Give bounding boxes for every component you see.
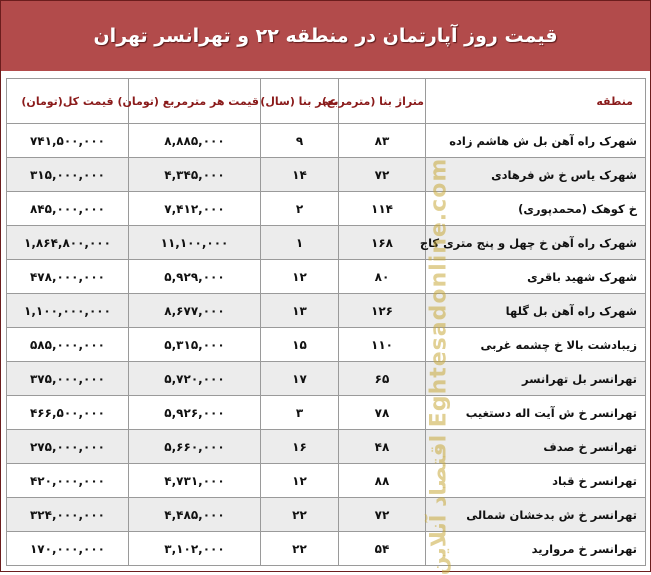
cell-price-per-m2: ۴,۷۳۱,۰۰۰ — [129, 464, 261, 498]
header-area: متراژ بنا (مترمربع) — [339, 79, 426, 124]
cell-age: ۱۲ — [261, 260, 339, 294]
cell-region: تهرانسر خ مروارید — [426, 532, 646, 566]
watermark-text: اقتصاد آنلاین Eghtesadonline.com — [426, 157, 452, 575]
cell-total-price: ۳۷۵,۰۰۰,۰۰۰ — [7, 362, 129, 396]
cell-age: ۲ — [261, 192, 339, 226]
cell-total-price: ۵۸۵,۰۰۰,۰۰۰ — [7, 328, 129, 362]
table-row — [7, 192, 646, 226]
cell-price-per-m2: ۷,۴۱۲,۰۰۰ — [129, 192, 261, 226]
cell-price-per-m2: ۵,۷۲۰,۰۰۰ — [129, 362, 261, 396]
cell-region: زیبادشت بالا خ چشمه غربی — [426, 328, 646, 362]
cell-price-per-m2: ۵,۶۶۰,۰۰۰ — [129, 430, 261, 464]
table-row — [7, 498, 646, 532]
cell-total-price: ۱۷۰,۰۰۰,۰۰۰ — [7, 532, 129, 566]
cell-price-per-m2: ۵,۹۲۹,۰۰۰ — [129, 260, 261, 294]
cell-area: ۴۸ — [339, 430, 426, 464]
cell-region: تهرانسر خ قباد — [426, 464, 646, 498]
cell-total-price: ۸۴۵,۰۰۰,۰۰۰ — [7, 192, 129, 226]
cell-area: ۵۴ — [339, 532, 426, 566]
cell-total-price: ۲۷۵,۰۰۰,۰۰۰ — [7, 430, 129, 464]
cell-region: خ کوهک (محمدپوری) — [426, 192, 646, 226]
cell-region: تهرانسر خ صدف — [426, 430, 646, 464]
cell-age: ۲۲ — [261, 532, 339, 566]
cell-total-price: ۱,۱۰۰,۰۰۰,۰۰۰ — [7, 294, 129, 328]
cell-region: شهرک راه آهن بل ش هاشم زاده — [426, 124, 646, 158]
price-table — [6, 78, 646, 566]
header-price-per-m2: قیمت هر مترمربع (تومان) — [129, 79, 261, 124]
table-row — [7, 226, 646, 260]
title-bar — [1, 1, 650, 71]
cell-area: ۷۲ — [339, 498, 426, 532]
cell-area: ۸۳ — [339, 124, 426, 158]
cell-age: ۱۶ — [261, 430, 339, 464]
cell-age: ۳ — [261, 396, 339, 430]
cell-price-per-m2: ۴,۳۴۵,۰۰۰ — [129, 158, 261, 192]
cell-price-per-m2: ۵,۹۲۶,۰۰۰ — [129, 396, 261, 430]
cell-area: ۶۵ — [339, 362, 426, 396]
cell-area: ۱۱۴ — [339, 192, 426, 226]
cell-price-per-m2: ۴,۴۸۵,۰۰۰ — [129, 498, 261, 532]
table-header-row — [7, 79, 646, 124]
cell-area: ۷۲ — [339, 158, 426, 192]
cell-region: تهرانسر خ ش بدخشان شمالی — [426, 498, 646, 532]
table-body — [7, 124, 646, 566]
table-row — [7, 124, 646, 158]
cell-region: شهرک راه آهن خ چهل و پنج متری کاج — [426, 226, 646, 260]
cell-total-price: ۴۶۶,۵۰۰,۰۰۰ — [7, 396, 129, 430]
cell-total-price: ۳۲۴,۰۰۰,۰۰۰ — [7, 498, 129, 532]
cell-area: ۱۶۸ — [339, 226, 426, 260]
cell-area: ۸۰ — [339, 260, 426, 294]
cell-price-per-m2: ۸,۸۸۵,۰۰۰ — [129, 124, 261, 158]
cell-area: ۷۸ — [339, 396, 426, 430]
cell-total-price: ۳۱۵,۰۰۰,۰۰۰ — [7, 158, 129, 192]
cell-age: ۱۲ — [261, 464, 339, 498]
header-region: منطقه — [426, 79, 646, 124]
cell-region: تهرانسر بل تهرانسر — [426, 362, 646, 396]
cell-age: ۲۲ — [261, 498, 339, 532]
header-total-price: قیمت کل(تومان) — [7, 79, 129, 124]
header-age: عمر بنا (سال) — [261, 79, 339, 124]
page-title: قیمت روز آپارتمان در منطقه ۲۲ و تهرانسر تهران — [93, 25, 558, 47]
table-row — [7, 430, 646, 464]
cell-age: ۹ — [261, 124, 339, 158]
table-row — [7, 260, 646, 294]
cell-price-per-m2: ۸,۶۷۷,۰۰۰ — [129, 294, 261, 328]
cell-area: ۱۲۶ — [339, 294, 426, 328]
cell-age: ۱۳ — [261, 294, 339, 328]
cell-area: ۸۸ — [339, 464, 426, 498]
table-row — [7, 328, 646, 362]
cell-age: ۱۵ — [261, 328, 339, 362]
cell-region: شهرک شهید باقری — [426, 260, 646, 294]
cell-region: شهرک راه آهن بل گلها — [426, 294, 646, 328]
table-row — [7, 464, 646, 498]
cell-age: ۱۷ — [261, 362, 339, 396]
cell-region: تهرانسر خ ش آیت اله دستغیب — [426, 396, 646, 430]
cell-region: شهرک یاس خ ش فرهادی — [426, 158, 646, 192]
cell-age: ۱۴ — [261, 158, 339, 192]
cell-total-price: ۴۲۰,۰۰۰,۰۰۰ — [7, 464, 129, 498]
cell-total-price: ۱,۸۶۴,۸۰۰,۰۰۰ — [7, 226, 129, 260]
cell-total-price: ۷۴۱,۵۰۰,۰۰۰ — [7, 124, 129, 158]
cell-area: ۱۱۰ — [339, 328, 426, 362]
cell-price-per-m2: ۳,۱۰۲,۰۰۰ — [129, 532, 261, 566]
table-row — [7, 158, 646, 192]
cell-price-per-m2: ۱۱,۱۰۰,۰۰۰ — [129, 226, 261, 260]
cell-total-price: ۴۷۸,۰۰۰,۰۰۰ — [7, 260, 129, 294]
table-row — [7, 362, 646, 396]
table-row — [7, 396, 646, 430]
cell-age: ۱ — [261, 226, 339, 260]
cell-price-per-m2: ۵,۳۱۵,۰۰۰ — [129, 328, 261, 362]
table-row — [7, 294, 646, 328]
table-row — [7, 532, 646, 566]
